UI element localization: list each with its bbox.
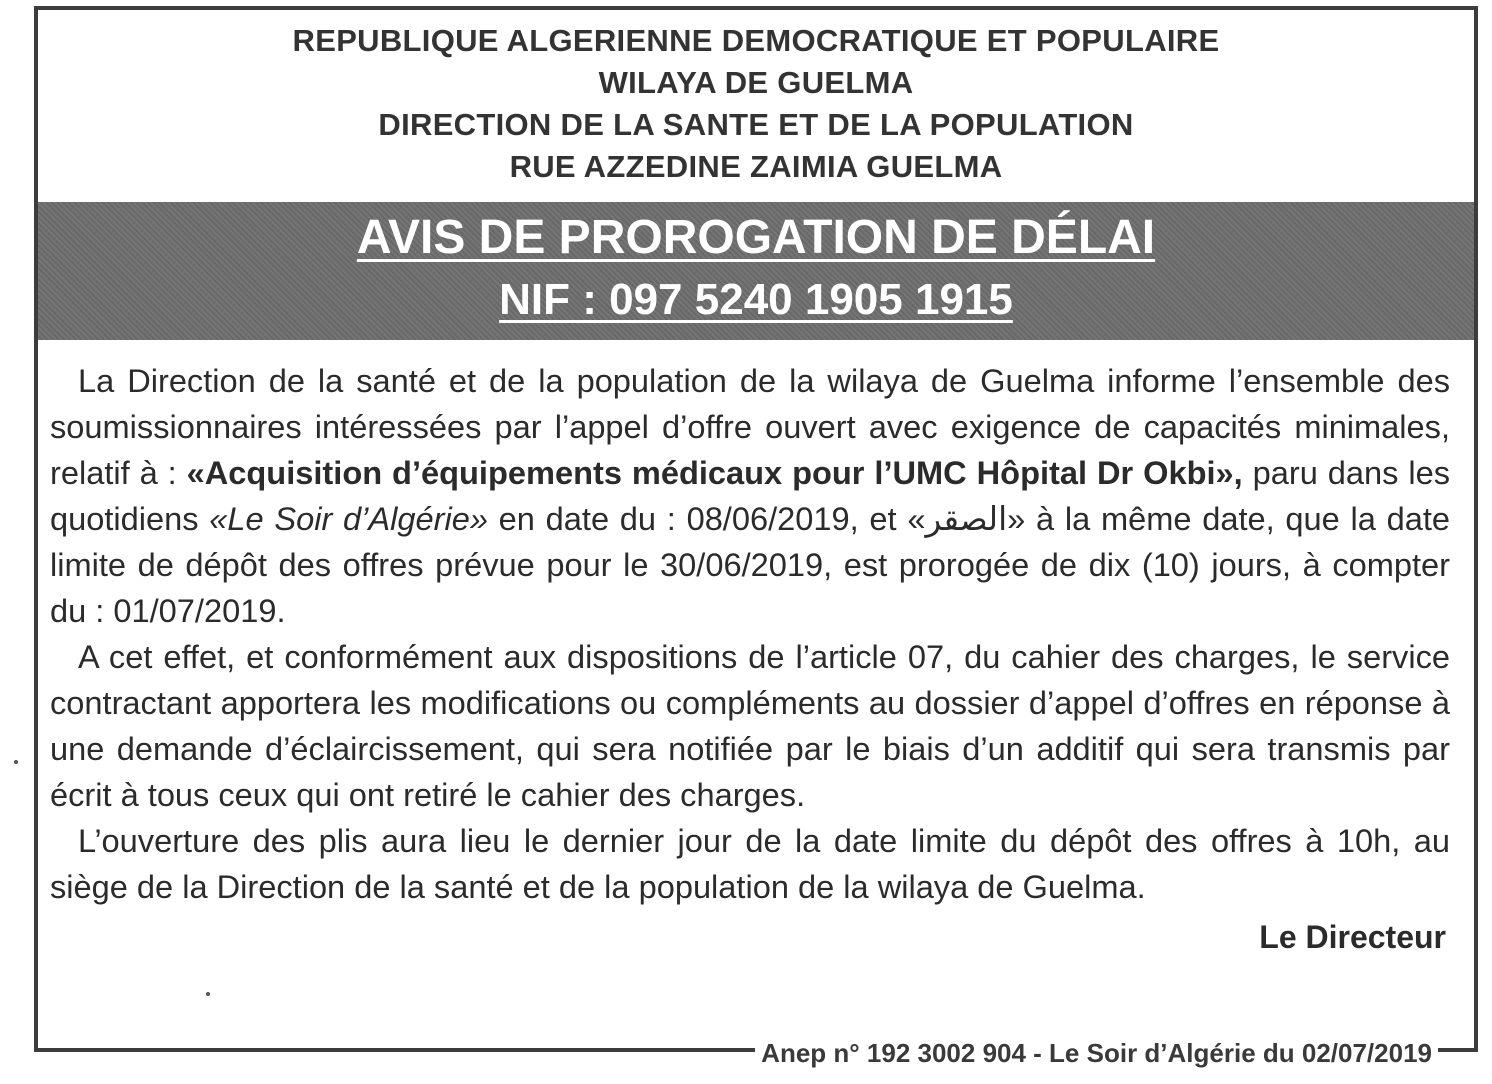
signature: Le Directeur xyxy=(1259,919,1446,955)
notice-title: AVIS DE PROROGATION DE DÉLAI xyxy=(356,211,1156,264)
p1-newspaper: «Le Soir d’Algérie» xyxy=(209,500,488,537)
paragraph-2: A cet effet, et conformément aux dispositions de l’article 07, du cahier des charges, le service contractant apportera les modifications ou compléments au dossier d’appel d’offres en réponse à une demande d’éclaircissement, qui sera notifiée par le biais d’un additif qui sera transmis par écrit à tous ceux qui ont retiré le cahier des charges. xyxy=(50,638,1450,813)
p1-text-c: en date du : 08/06/2019, et «الصقر» à la même date, que la date limite de dépôt des offres prévue pour le 30/06/2019, est prorogée de dix (10) jours, à compter du : 01/07/2019. xyxy=(50,500,1451,629)
paragraph-3: L’ouverture des plis aura lieu le dernier jour de la date limite du dépôt des offres à 10h, au siège de la Direction de la santé et de la population de la wilaya de Guelma. xyxy=(50,822,1450,905)
print-speck xyxy=(206,992,210,996)
notice-header xyxy=(38,20,1474,188)
publication-footer: Anep n° 192 3002 904 - Le Soir d’Algérie du 02/07/2019 xyxy=(755,1036,1438,1070)
header-wilaya: WILAYA DE GUELMA xyxy=(598,65,914,100)
notice-body xyxy=(50,358,1450,910)
notice-frame xyxy=(34,6,1478,1068)
header-republic: REPUBLIQUE ALGERIENNE DEMOCRATIQUE ET POPULAIRE xyxy=(292,23,1220,58)
p1-text-b: paru dans les quotidiens xyxy=(50,454,1450,537)
print-speck xyxy=(14,760,18,764)
nif-number: NIF : 097 5240 1905 1915 xyxy=(499,275,1013,324)
p1-subject: «Acquisition d’équipements médicaux pour l’UMC Hôpital Dr Okbi», xyxy=(186,454,1243,491)
p1-text-a: La Direction de la santé et de la population de la wilaya de Guelma informe l’ensemble des soumissionnaires intéressées par l’appel d’offre ouvert avec exigence de capacités minimales, relatif à : xyxy=(50,362,1450,491)
header-address: RUE AZZEDINE ZAIMIA GUELMA xyxy=(509,149,1003,184)
paragraph-1 xyxy=(50,358,1450,634)
title-banner xyxy=(38,202,1474,340)
header-direction: DIRECTION DE LA SANTE ET DE LA POPULATION xyxy=(378,107,1134,142)
